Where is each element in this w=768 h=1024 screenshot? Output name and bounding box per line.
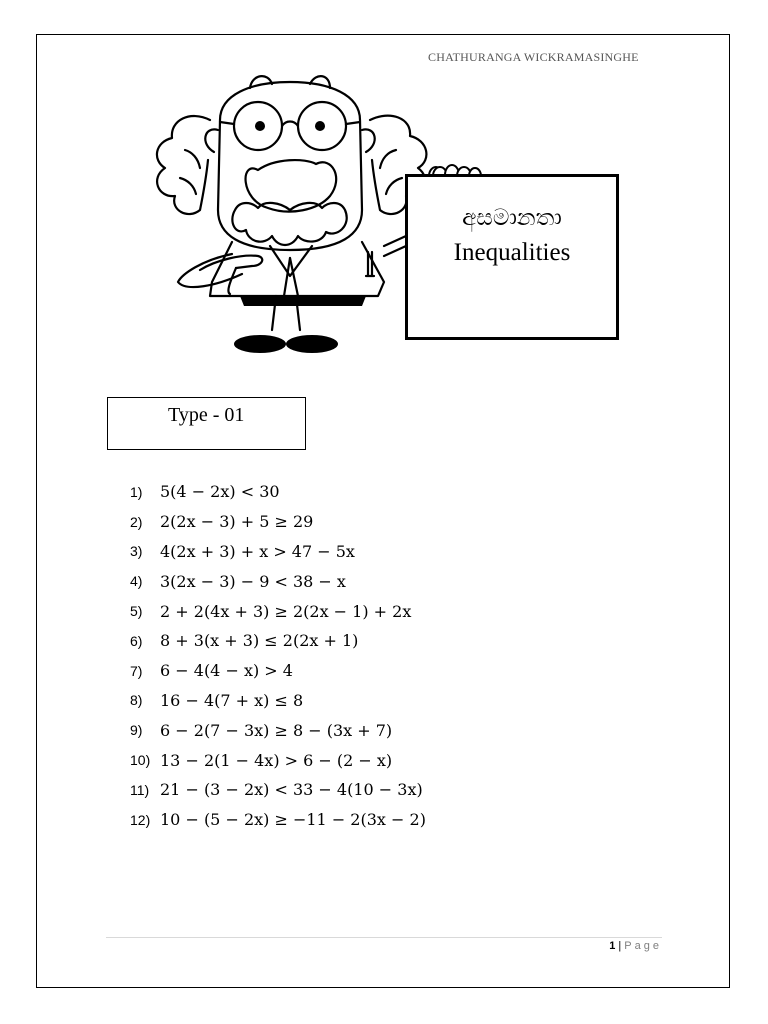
page-footer xyxy=(609,940,662,952)
title-sign xyxy=(405,174,619,340)
problem-item xyxy=(130,686,650,716)
problem-expression: 4(2x + 3) + x > 47 − 5x xyxy=(160,541,355,561)
problem-number: 11) xyxy=(130,781,150,798)
problem-expression: 8 + 3(x + 3) ≤ 2(2x + 1) xyxy=(160,631,359,651)
problem-item xyxy=(130,745,650,775)
problem-item xyxy=(130,715,650,745)
problem-number: 6) xyxy=(130,632,143,649)
problem-item xyxy=(130,656,650,686)
problem-expression: 3(2x − 3) − 9 < 38 − x xyxy=(160,571,346,591)
problem-number: 4) xyxy=(130,573,143,590)
footer-separator: | xyxy=(618,940,622,952)
problem-expression: 2(2x − 3) + 5 ≥ 29 xyxy=(160,512,314,532)
problem-item xyxy=(130,507,650,537)
problem-item xyxy=(130,775,650,805)
problem-expression: 5(4 − 2x) < 30 xyxy=(160,482,280,502)
type-box xyxy=(107,397,306,450)
problem-item xyxy=(130,566,650,596)
problem-item xyxy=(130,596,650,626)
sign-title-english: Inequalities xyxy=(453,239,571,266)
problem-number: 8) xyxy=(130,692,143,709)
problem-number: 5) xyxy=(130,603,143,620)
professor-cartoon-illustration xyxy=(140,60,440,360)
problem-expression: 2 + 2(4x + 3) ≥ 2(2x − 1) + 2x xyxy=(160,601,412,621)
problem-item xyxy=(130,626,650,656)
problem-expression: 21 − (3 − 2x) < 33 − 4(10 − 3x) xyxy=(160,780,423,800)
problem-expression: 16 − 4(7 + x) ≤ 8 xyxy=(160,690,304,710)
problem-number: 12) xyxy=(130,811,151,828)
problem-number: 2) xyxy=(130,513,143,530)
problem-expression: 10 − (5 − 2x) ≥ −11 − 2(3x − 2) xyxy=(160,810,426,830)
author-header: CHATHURANGA WICKRAMASINGHE xyxy=(428,50,639,64)
sign-title-sinhala: අසමානතා xyxy=(462,205,562,231)
page-number: 1 xyxy=(609,940,616,952)
problem-item xyxy=(130,805,650,835)
problem-list xyxy=(130,477,650,835)
problem-number: 10) xyxy=(130,752,151,769)
problem-expression: 6 − 4(4 − x) > 4 xyxy=(160,661,293,681)
problem-number: 1) xyxy=(130,483,143,500)
problem-expression: 13 − 2(1 − 4x) > 6 − (2 − x) xyxy=(160,750,393,770)
problem-number: 9) xyxy=(130,722,143,739)
footer-divider xyxy=(106,937,662,938)
problem-expression: 6 − 2(7 − 3x) ≥ 8 − (3x + 7) xyxy=(160,720,393,740)
problem-item xyxy=(130,477,650,507)
problem-number: 3) xyxy=(130,543,143,560)
problem-item xyxy=(130,537,650,567)
problem-number: 7) xyxy=(130,662,143,679)
page-word: Page xyxy=(624,940,662,952)
type-label: Type - 01 xyxy=(168,404,245,426)
